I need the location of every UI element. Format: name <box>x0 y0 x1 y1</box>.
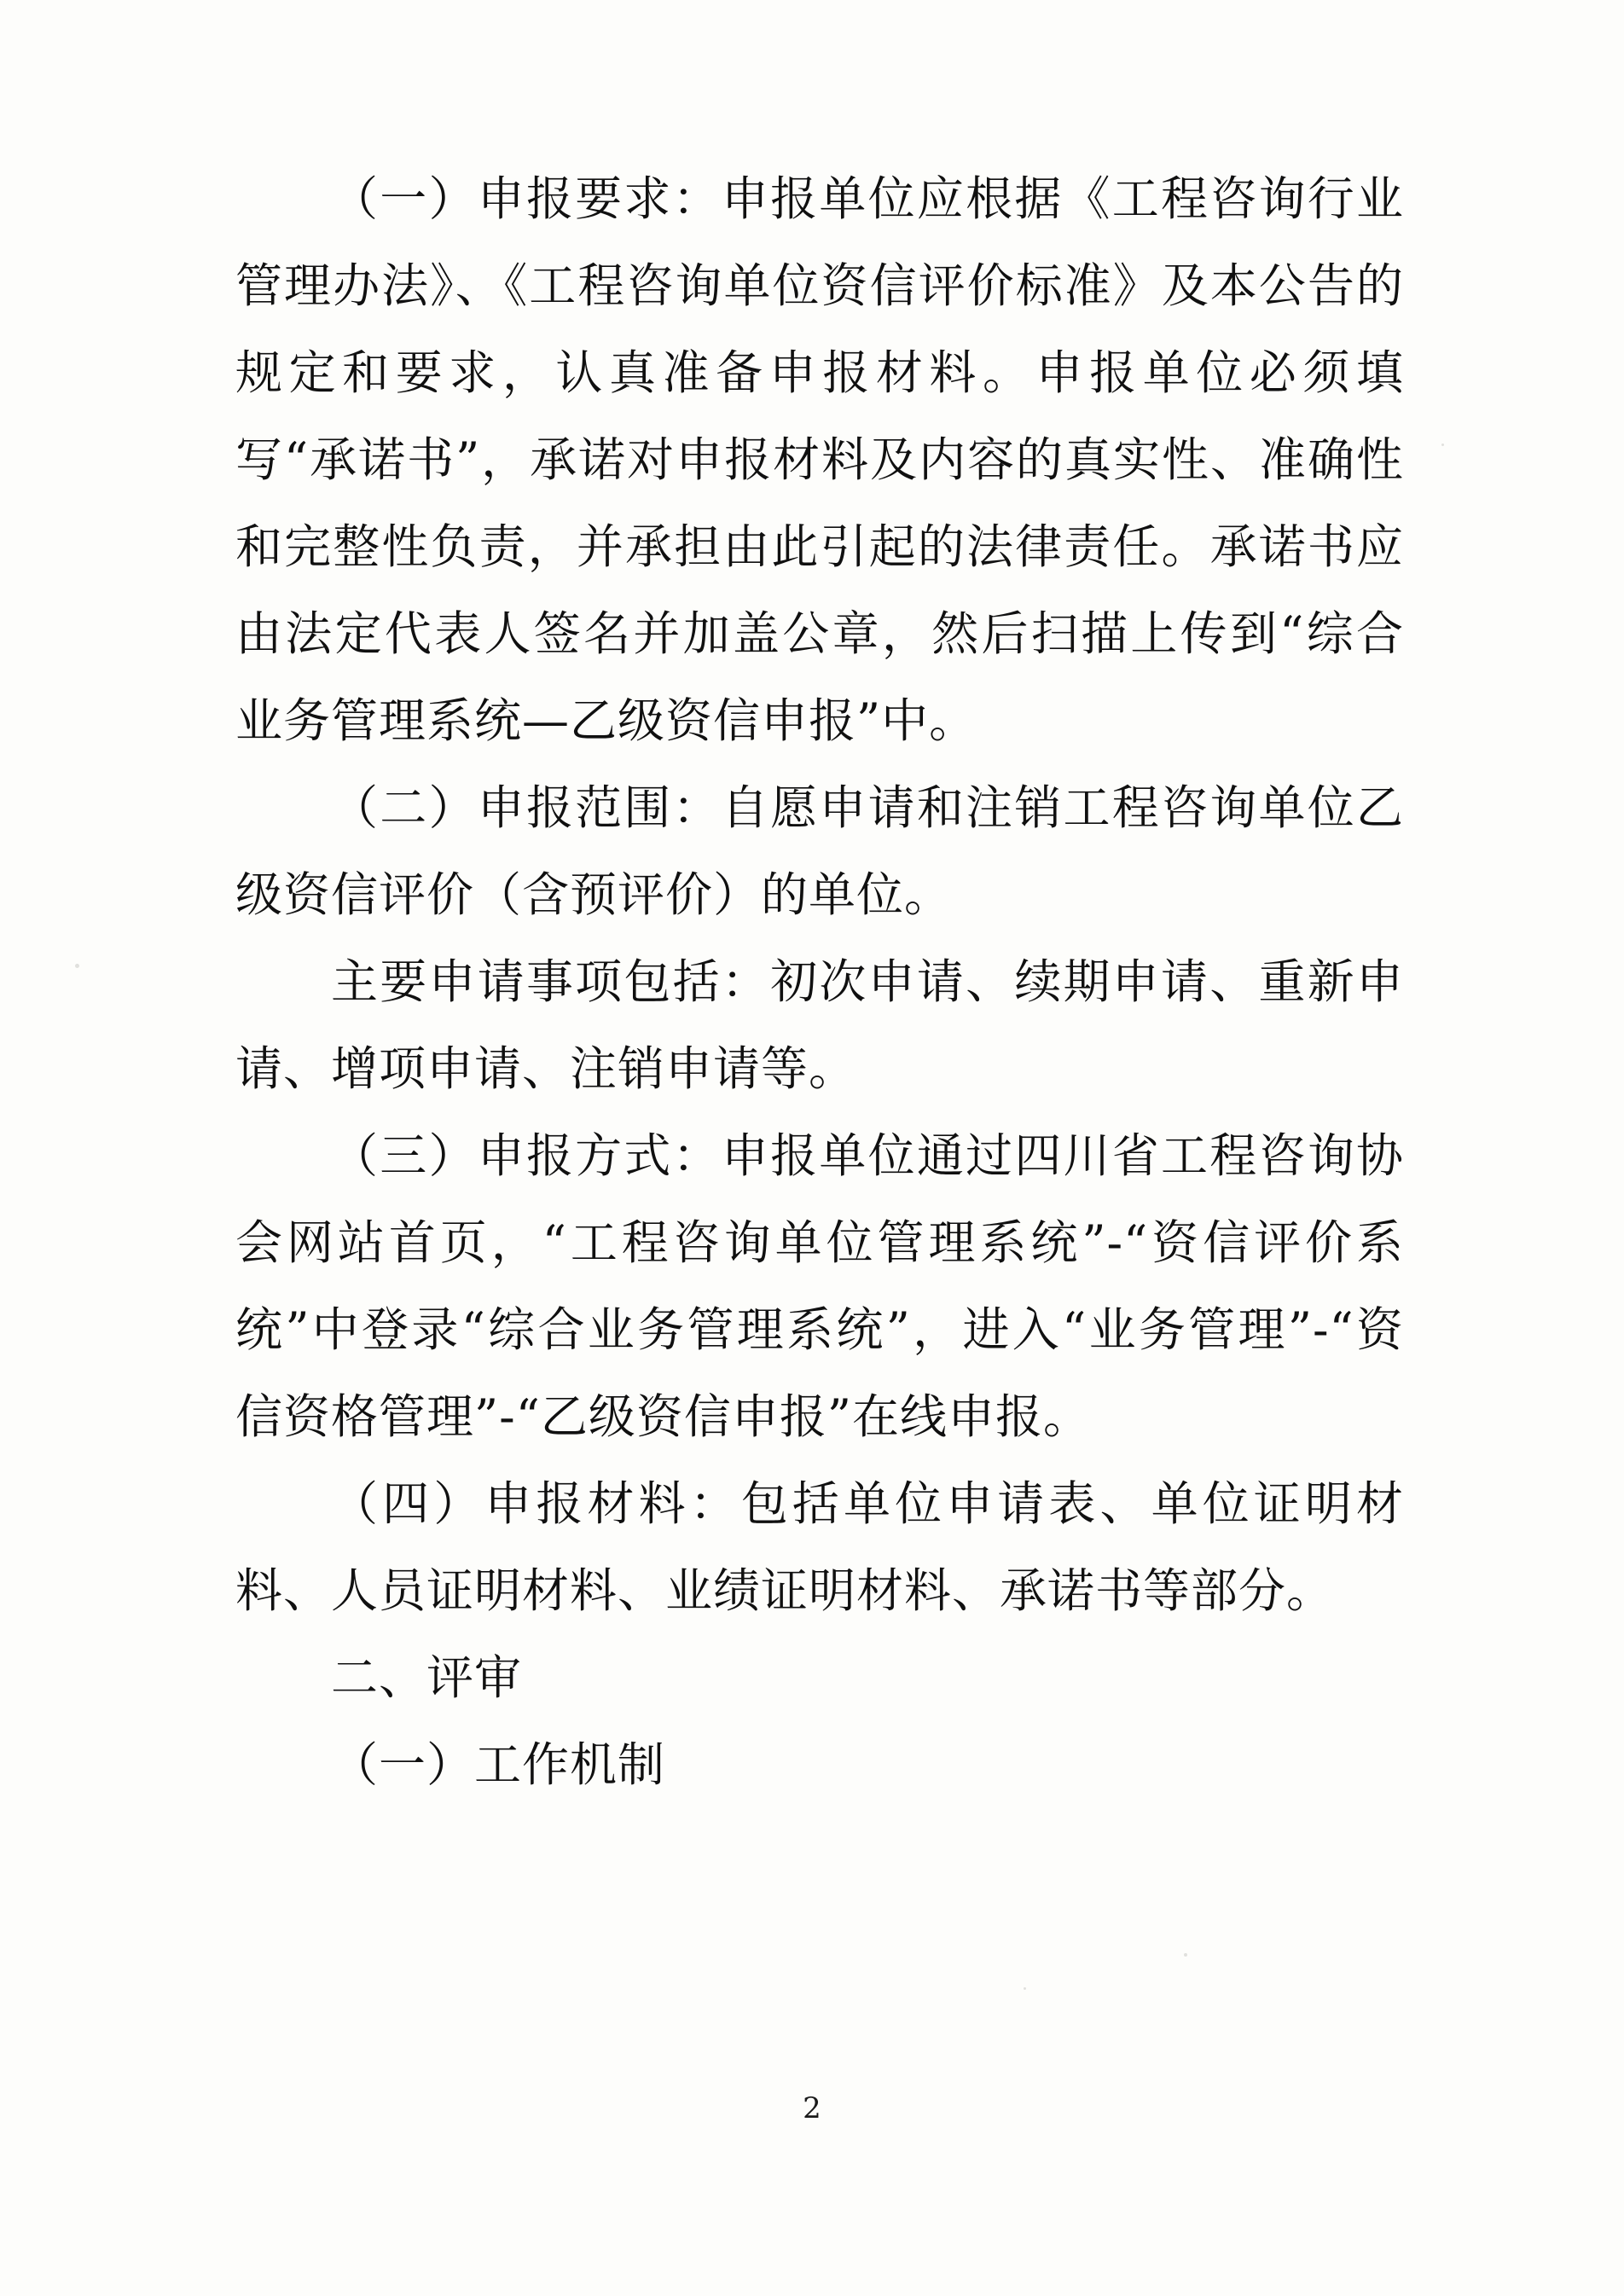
paragraph-application-requirements: （一）申报要求：申报单位应根据《工程咨询行业管理办法》、《工程咨询单位资信评价标准》及本公告的规定和要求，认真准备申报材料。申报单位必须填写“承诺书”，承诺对申报材料及内容的真实性、准确性和完整性负责，并承担由此引起的法律责任。承诺书应由法定代表人签名并加盖公章，然后扫描上传到“综合业务管理系统—乙级资信申报”中。 <box>235 171 1404 748</box>
paragraph-application-materials: （四）申报材料：包括单位申请表、单位证明材料、人员证明材料、业绩证明材料、承诺书等部分。 <box>235 1476 1404 1618</box>
document-body <box>235 155 1404 1808</box>
scan-speckle <box>75 964 79 968</box>
paragraph-application-scope: （二）申报范围：自愿申请和注销工程咨询单位乙级资信评价（含预评价）的单位。 <box>235 780 1404 922</box>
heading-working-mechanism: （一）工作机制 <box>331 1737 666 1792</box>
paragraph-application-method: （三）申报方式：申报单位通过四川省工程咨询协会网站首页，“工程咨询单位管理系统”-“资信评价系统”中登录“综合业务管理系统”，进入“业务管理”-“资信资格管理”-“乙级资信申报”在线申报。 <box>235 1128 1404 1444</box>
scan-speckle <box>1024 1987 1026 1990</box>
scan-speckle <box>1184 1953 1187 1957</box>
paragraph-main-application-items: 主要申请事项包括：初次申请、续期申请、重新申请、增项申请、注销申请等。 <box>235 954 1404 1096</box>
scan-speckle <box>1441 444 1444 446</box>
heading-review-section: 二、评审 <box>331 1650 523 1705</box>
page-number: 2 <box>803 2091 821 2125</box>
